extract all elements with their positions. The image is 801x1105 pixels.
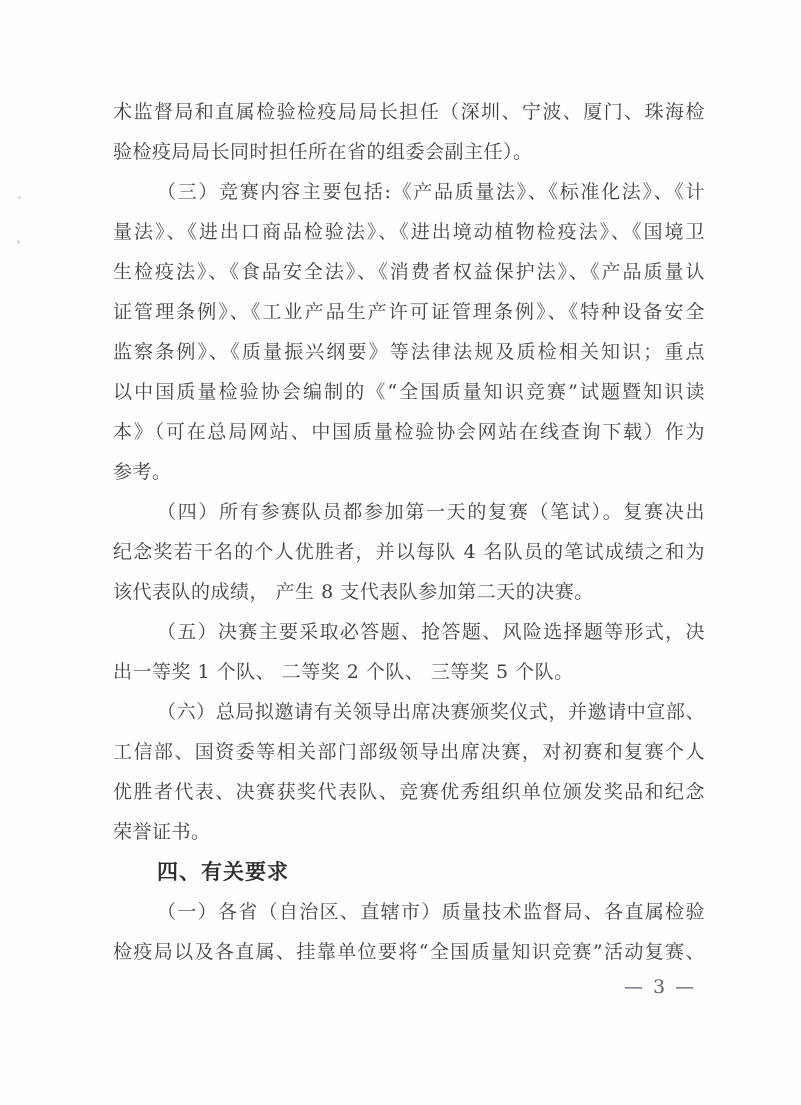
text-line: 参考。 xyxy=(113,461,172,483)
text-line: 量法》、《进出口商品检验法》、《进出境动植物检疫法》、《国境卫 xyxy=(113,221,705,243)
text-line: （四）所有参赛队员都参加第一天的复赛（笔试）。复赛决出 xyxy=(157,501,705,523)
text-line: 该代表队的成绩， 产生 8 支代表队参加第二天的决赛。 xyxy=(113,581,594,603)
text-line: 本》（可在总局网站、中国质量检验协会网站在线查询下载）作为 xyxy=(113,421,705,443)
text-line: 检疫局以及各直属、挂靠单位要将“全国质量知识竞赛”活动复赛、 xyxy=(113,941,705,963)
text-line: （五）决赛主要采取必答题、抢答题、风险选择题等形式，决 xyxy=(157,621,705,643)
text-line: 以中国质量检验协会编制的《“全国质量知识竞赛”试题暨知识读 xyxy=(113,381,705,403)
text-line: 工信部、国资委等相关部门部级领导出席决赛，对初赛和复赛个人 xyxy=(113,741,705,763)
text-line: 出一等奖 1 个队、 二等奖 2 个队、 三等奖 5 个队。 xyxy=(113,661,574,683)
text-line: 生检疫法》、《食品安全法》、《消费者权益保护法》、《产品质量认 xyxy=(113,261,705,283)
text-line: 监察条例》、《质量振兴纲要》等法律法规及质检相关知识；重点 xyxy=(113,341,705,363)
text-line: 荣誉证书。 xyxy=(113,821,211,843)
section-heading: 四、有关要求 xyxy=(157,860,289,884)
scan-speck xyxy=(17,240,20,244)
text-line: （一）各省（自治区、直辖市）质量技术监督局、各直属检验 xyxy=(157,901,705,923)
text-line: （六）总局拟邀请有关领导出席决赛颁奖仪式，并邀请中宣部、 xyxy=(157,701,705,723)
text-line: 纪念奖若干名的个人优胜者，并以每队 4 名队员的笔试成绩之和为 xyxy=(113,541,705,563)
text-line: 证管理条例》、《工业产品生产许可证管理条例》、《特种设备安全 xyxy=(113,301,705,323)
scan-speck xyxy=(18,196,21,199)
text-line: 优胜者代表、决赛获奖代表队、竞赛优秀组织单位颁发奖品和纪念 xyxy=(113,781,705,803)
text-line: 验检疫局局长同时担任所在省的组委会副主任）。 xyxy=(113,141,533,163)
document-body xyxy=(113,92,705,972)
page-number: — 3 — xyxy=(623,976,697,998)
text-line: （三）竞赛内容主要包括:《产品质量法》、《标准化法》、《计 xyxy=(157,181,705,203)
text-line: 术监督局和直属检验检疫局局长担任（深圳、宁波、厦门、珠海检 xyxy=(113,101,705,123)
